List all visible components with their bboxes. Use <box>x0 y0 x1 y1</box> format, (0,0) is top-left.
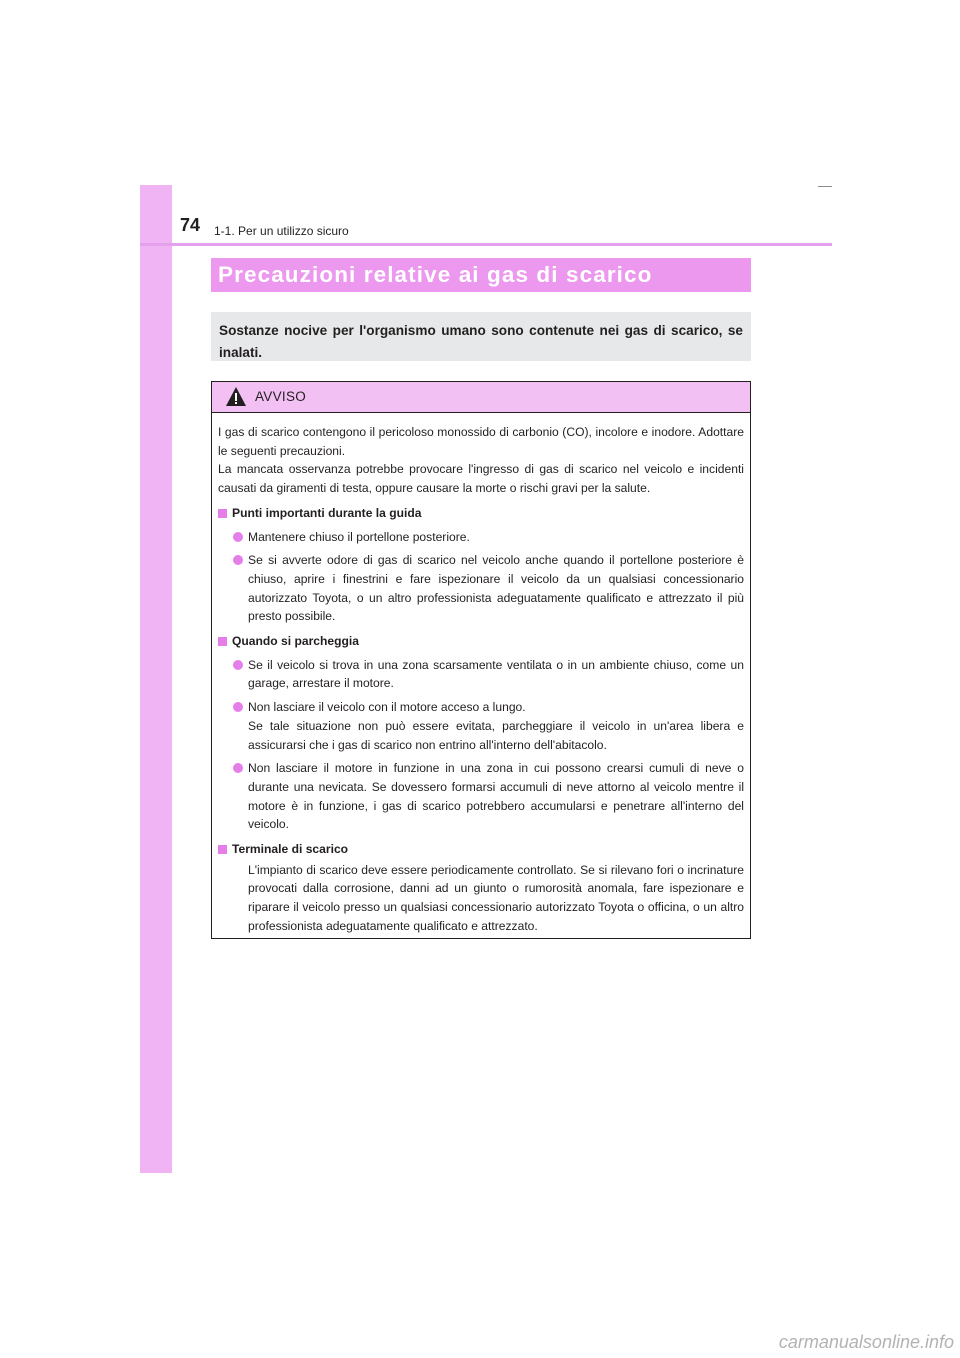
watermark: carmanualsonline.info <box>778 1332 954 1352</box>
page-number: 74 <box>180 215 201 235</box>
warning-paragraph: La mancata osservanza potrebbe provocare l'ingresso di gas di scarico nel veicolo e incidenti causati da giramenti di testa, oppure causare la morte o rischi gravi per la salute. <box>218 462 744 496</box>
warning-header <box>212 382 750 413</box>
warning-body <box>212 413 750 936</box>
section-text: L'impianto di scarico deve essere periodicamente controllato. Se si rilevano fori o incrinature provocati dalla corrosione, danni ad un giunto o rumorosità anomala, fare ispezionare e riparare il veicolo presso un qualsiasi concessionario autorizzato Toyota o officina, o un altro professionista adeguatamente qualificato e attrezzato. <box>248 862 744 933</box>
list-item: Non lasciare il veicolo con il motore acceso a lungo. Se tale situazione non può essere evitata, parcheggiare il veicolo in un'area libera e assicurarsi che i gas di scarico non entrino all'interno dell'abitacolo. <box>218 698 744 754</box>
circle-bullet-icon <box>233 702 243 712</box>
section-heading: Punti importanti durante la guida <box>218 504 744 523</box>
warning-label: AVVISO <box>255 389 307 404</box>
square-bullet-icon <box>218 845 227 854</box>
square-bullet-icon <box>218 509 227 518</box>
list-item: Se il veicolo si trova in una zona scarsamente ventilata o in un ambiente chiuso, come un garage, arrestare il motore. <box>218 656 744 693</box>
warning-box <box>211 381 751 939</box>
circle-bullet-icon <box>233 660 243 670</box>
circle-bullet-icon <box>233 532 243 542</box>
list-item: Se si avverte odore di gas di scarico nel veicolo anche quando il portellone posteriore è chiuso, aprire i finestrini e fare ispezionare il veicolo da un qualsiasi concessionario autorizzato Toyota, o un altro professionista adeguatamente qualificato e attrezzato il più presto possibile. <box>218 551 744 626</box>
circle-bullet-icon <box>233 555 243 565</box>
section-label: 1-1. Per un utilizzo sicuro <box>214 224 349 238</box>
chapter-side-tab <box>140 185 172 1173</box>
warning-paragraph: I gas di scarico contengono il pericoloso monossido di carbonio (CO), incolore e inodore. Adottare le seguenti precauzioni. <box>218 425 744 458</box>
intro-text: Sostanze nocive per l'organismo umano sono contenute nei gas di scarico, se inalati. <box>219 323 743 360</box>
list-item: Non lasciare il motore in funzione in una zona in cui possono crearsi cumuli di neve o durante una nevicata. Se dovessero formarsi accumuli di neve attorno al veicolo mentre il motore è in funzione, i gas di scarico potrebbero accumularsi e penetrare all'interno del veicolo. <box>218 759 744 834</box>
section-heading: Terminale di scarico <box>218 840 744 859</box>
square-bullet-icon <box>218 637 227 646</box>
intro-box <box>211 312 751 361</box>
section-heading: Quando si parcheggia <box>218 632 744 651</box>
header-rule <box>140 243 832 246</box>
title-bar <box>211 258 751 292</box>
list-item: Mantenere chiuso il portellone posteriore. <box>218 528 744 547</box>
warning-triangle-icon <box>225 386 247 408</box>
corner-mark <box>818 186 832 187</box>
page-title: Precauzioni relative ai gas di scarico <box>218 262 653 287</box>
circle-bullet-icon <box>233 763 243 773</box>
